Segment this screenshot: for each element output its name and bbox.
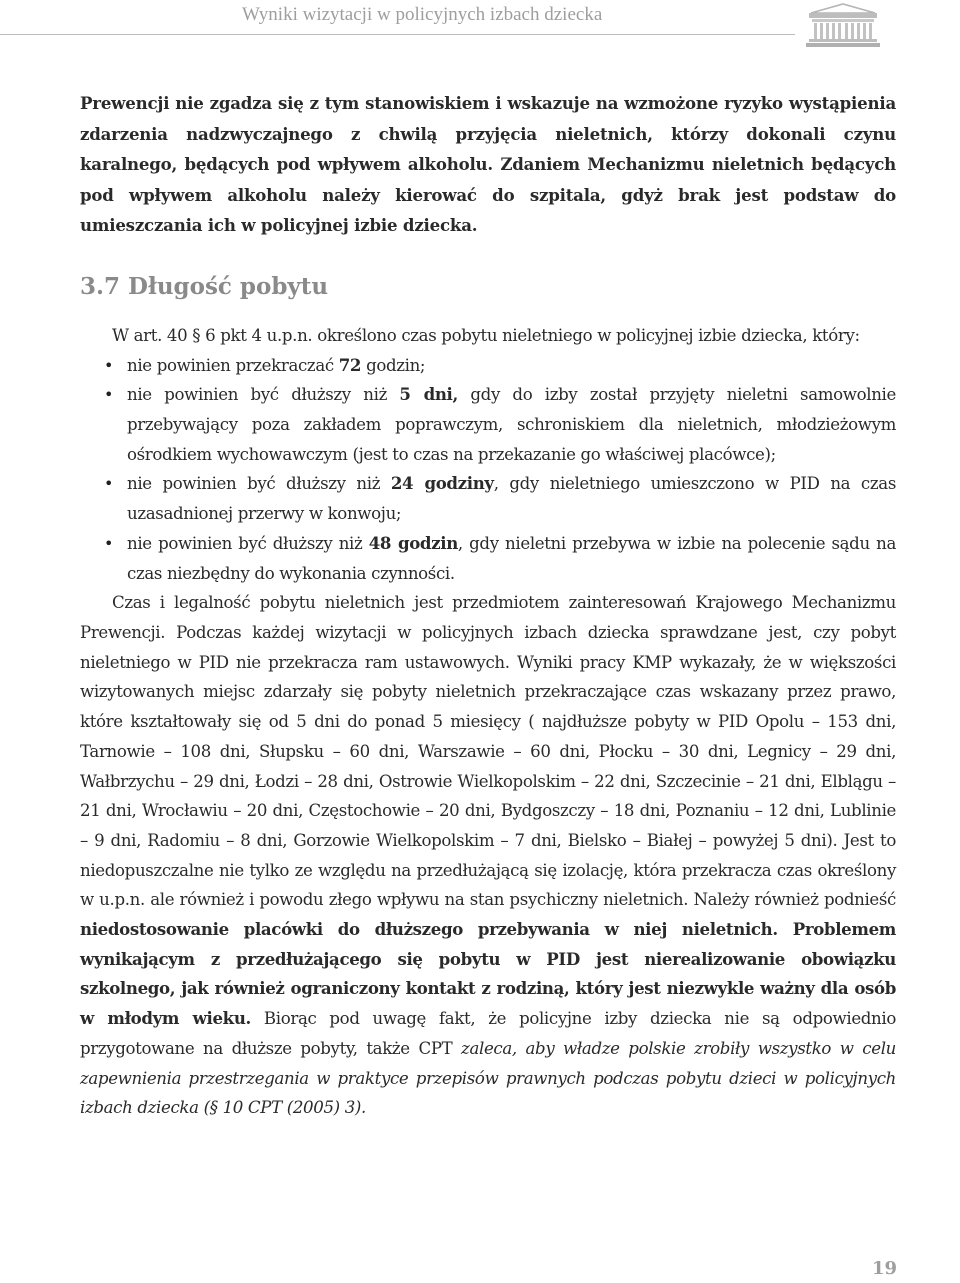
- list-item: • nie powinien być dłuższy niż 5 dni, gdy do izby został przyjęty nieletni samowolnie przebywający poza zakładem poprawczym, schroniskiem dla nieletnich, młodzieżowym ośrodkiem wychowawczym (jest to czas na przekazanie go właściwej placówce);: [127, 380, 896, 469]
- building-columns-icon: [803, 2, 883, 48]
- continued-paragraph: Prewencji nie zgadza się z tym stanowiskiem i wskazuje na wzmożone ryzyko wystąpienia zdarzenia nadzwyczajnego z chwilą przyjęcia nieletnich, którzy dokonali czynu karalnego, będących pod wpływem alkoholu. Zdaniem Mechanizmu nieletnich będących pod wpływem alkoholu należy kierować do szpitala, gdyż brak jest podstaw do umieszczania ich w policyjnej izbie dziecka.: [80, 93, 896, 236]
- bullet-dot-icon: •: [104, 355, 114, 375]
- header-divider: [0, 34, 795, 35]
- page-content: [80, 88, 896, 1123]
- list-item: • nie powinien przekraczać 72 godzin;: [127, 351, 896, 381]
- running-header-title: Wyniki wizytacji w policyjnych izbach dziecka: [242, 4, 603, 25]
- bullet-dot-icon: •: [104, 474, 114, 494]
- page-number: 19: [872, 1258, 898, 1279]
- body-paragraph: Czas i legalność pobytu nieletnich jest przedmiotem zainteresowań Krajowego Mechanizmu Prewencji. Podczas każdej wizytacji w policyjnych izbach dziecka sprawdzane jest, czy pobyt nieletniego w PID nie przekracza ram ustawowych. Wyniki pracy KMP wykazały, że w większości wizytowanych miejsc zdarzały się pobyty nieletnich przekraczające czas wskazany przez prawo, które kształtowały się od 5 dni do ponad 5 miesięcy ( najdłuższe pobyty w PID Opolu – 153 dni, Tarnowie – 108 dni, Słupsku – 60 dni, Warszawie – 60 dni, Płocku – 30 dni, Legnicy – 29 dni, Wałbrzychu – 29 dni, Łodzi – 28 dni, Ostrowie Wielkopolskim – 22 dni, Szczecinie – 21 dni, Elblągu – 21 dni, Wrocławiu – 20 dni, Częstochowie – 20 dni, Bydgoszczy – 18 dni, Poznaniu – 12 dni, Lublinie – 9 dni, Radomiu – 8 dni, Gorzowie Wielkopolskim – 7 dni, Bielsko – Białej – powyżej 5 dni). Jest to niedopuszczalne nie tylko ze względu na przedłużającą się izolację, która przekracza czas określony w u.p.n. ale również i powodu złego wpływu na stan psychiczny nieletnich. Należy również podnieść niedostosowanie placówki do dłuższego przebywania w niej nieletnich. Problemem wynikającym z przedłużającego się pobytu w PID jest nierealizowanie obowiązku szkolnego, jak również ograniczony kontakt z rodziną, który jest niezwykle ważny dla osób w młodym wieku. Biorąc pod uwagę fakt, że policyjne izby dziecka nie są odpowiednio przygotowane na dłuższe pobyty, także CPT zaleca, aby władze polskie zrobiły wszystko w celu zapewnienia przestrzegania w praktyce przepisów prawnych podczas pobytu dzieci w policyjnych izbach dziecka (§ 10 CPT (2005) 3).: [80, 593, 896, 1118]
- list-item: • nie powinien być dłuższy niż 48 godzin, gdy nieletni przebywa w izbie na polecenie sądu na czas niezbędny do wykonania czynności.: [127, 529, 896, 588]
- bullet-dot-icon: •: [104, 385, 114, 405]
- page-header: [0, 0, 960, 50]
- duration-list: [80, 351, 896, 589]
- section-intro: W art. 40 § 6 pkt 4 u.p.n. określono czas pobytu nieletniego w policyjnej izbie dziecka, który:: [112, 325, 860, 345]
- list-item: • nie powinien być dłuższy niż 24 godziny, gdy nieletniego umieszczono w PID na czas uzasadnionej przerwy w konwoju;: [127, 469, 896, 528]
- section-heading: 3.7 Długość pobytu: [80, 272, 329, 300]
- bullet-dot-icon: •: [104, 533, 114, 553]
